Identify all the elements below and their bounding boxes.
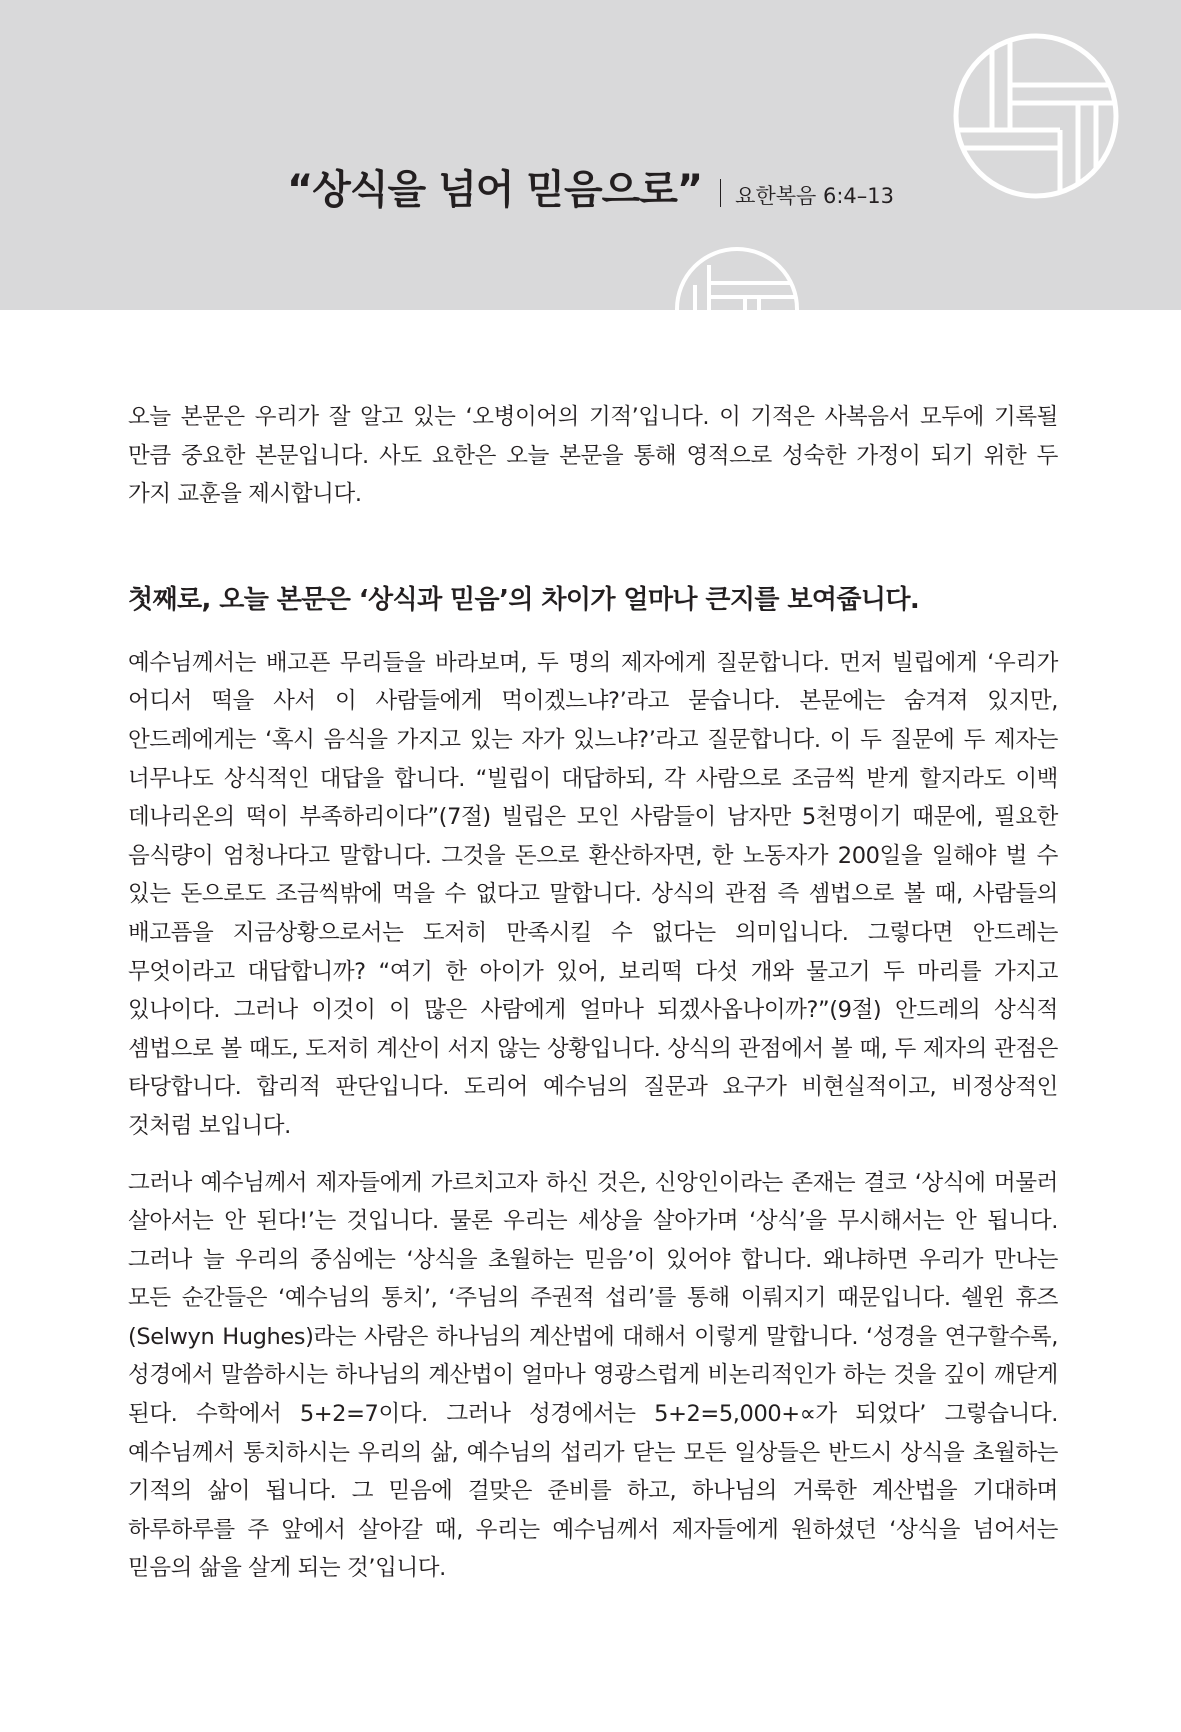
page-title: “상식을 넘어 믿음으로” <box>286 167 703 213</box>
body-paragraph: 예수님께서는 배고픈 무리들을 바라보며, 두 명의 제자에게 질문합니다. 먼저 빌립에게 ‘우리가 어디서 떡을 사서 이 사람들에게 먹이겠느냐?’라고 묻습니다. 본문에는 숨겨져 있지만, 안드레에게는 ‘혹시 음식을 가지고 있는 자가 있느냐?’라고 질문합니다. 이 두 질문에 두 제자는 너무나도 상식적인 대답을 합니다. “빌립이 대답하되, 각 사람으로 조금씩 받게 할지라도 이백 데나리온의 떡이 부족하리이다”(7절) 빌립은 모인 사람들이 남자만 5천명이기 때문에, 필요한 음식량이 엄청나다고 말합니다. 그것을 돈으로 환산하자면, 한 노동자가 200일을 일해야 벌 수 있는 돈으로도 조금씩밖에 먹을 수 없다고 말합니다. 상식의 관점 즉 셈법으로 볼 때, 사람들의 배고픔을 지금상황으로서는 도저히 만족시킬 수 없다는 의미입니다. 그렇다면 안드레는 무엇이라고 대답합니까? “여기 한 아이가 있어, 보리떡 다섯 개와 물고기 두 마리를 가지고 있나이다. 그러나 이것이 이 많은 사람에게 얼마나 되겠사옵나이까?”(9절) 안드레의 상식적 셈법으로 볼 때도, 도저히 계산이 서지 않는 상황입니다. 상식의 관점에서 볼 때, 두 제자의 관점은 타당합니다. 합리적 판단입니다. 도리어 예수님의 질문과 요구가 비현실적이고, 비정상적인 것처럼 보입니다. <box>128 649 1058 1139</box>
section-heading: 첫째로, 오늘 본문은 ‘상식과 믿음’의 차이가 얼마나 큰지를 보여줍니다. <box>128 584 920 615</box>
sermon-body <box>128 398 1058 1588</box>
body-paragraph: 그러나 예수님께서 제자들에게 가르치고자 하신 것은, 신앙인이라는 존재는 결코 ‘상식에 머물러 살아서는 안 된다!’는 것입니다. 물론 우리는 세상을 살아가며 ‘상식’을 무시해서는 안 됩니다. 그러나 늘 우리의 중심에는 ‘상식을 초월하는 믿음’이 있어야 합니다. 왜냐하면 우리가 만나는 모든 순간들은 ‘예수님의 통치’, ‘주님의 주권적 섭리’를 통해 이뤄지기 때문입니다. 쉘윈 휴즈(Selwyn Hughes)라는 사람은 하나님의 계산법에 대해서 이렇게 말합니다. ‘성경을 연구할수록, 성경에서 말씀하시는 하나님의 계산법이 얼마나 영광스럽게 비논리적인가 하는 것을 깊이 깨닫게 된다. 수학에서 5+2=7이다. 그러나 성경에서는 5+2=5,000+∝가 되었다’ 그렇습니다. 예수님께서 통치하시는 우리의 삶, 예수님의 섭리가 닫는 모든 일상들은 반드시 상식을 초월하는 기적의 삶이 됩니다. 그 믿음에 걸맞은 준비를 하고, 하나님의 거룩한 계산법을 기대하며 하루하루를 주 앞에서 살아갈 때, 우리는 예수님께서 제자들에게 원하셨던 ‘상식을 넘어서는 믿음의 삶을 살게 되는 것’입니다. <box>128 1169 1058 1582</box>
header-band <box>0 0 1181 310</box>
title-row <box>0 158 1181 215</box>
title-divider <box>720 179 721 207</box>
intro-paragraph: 오늘 본문은 우리가 잘 알고 있는 ‘오병이어의 기적’입니다. 이 기적은 사복음서 모두에 기록될 만큼 중요한 본문입니다. 사도 요한은 오늘 본문을 통해 영적으로 성숙한 가정이 되기 위한 두 가지 교훈을 제시합니다. <box>128 404 1058 508</box>
circle-lattice-ornament-small-icon <box>673 245 801 310</box>
scripture-reference: 요한복음 6:4–13 <box>735 184 895 208</box>
